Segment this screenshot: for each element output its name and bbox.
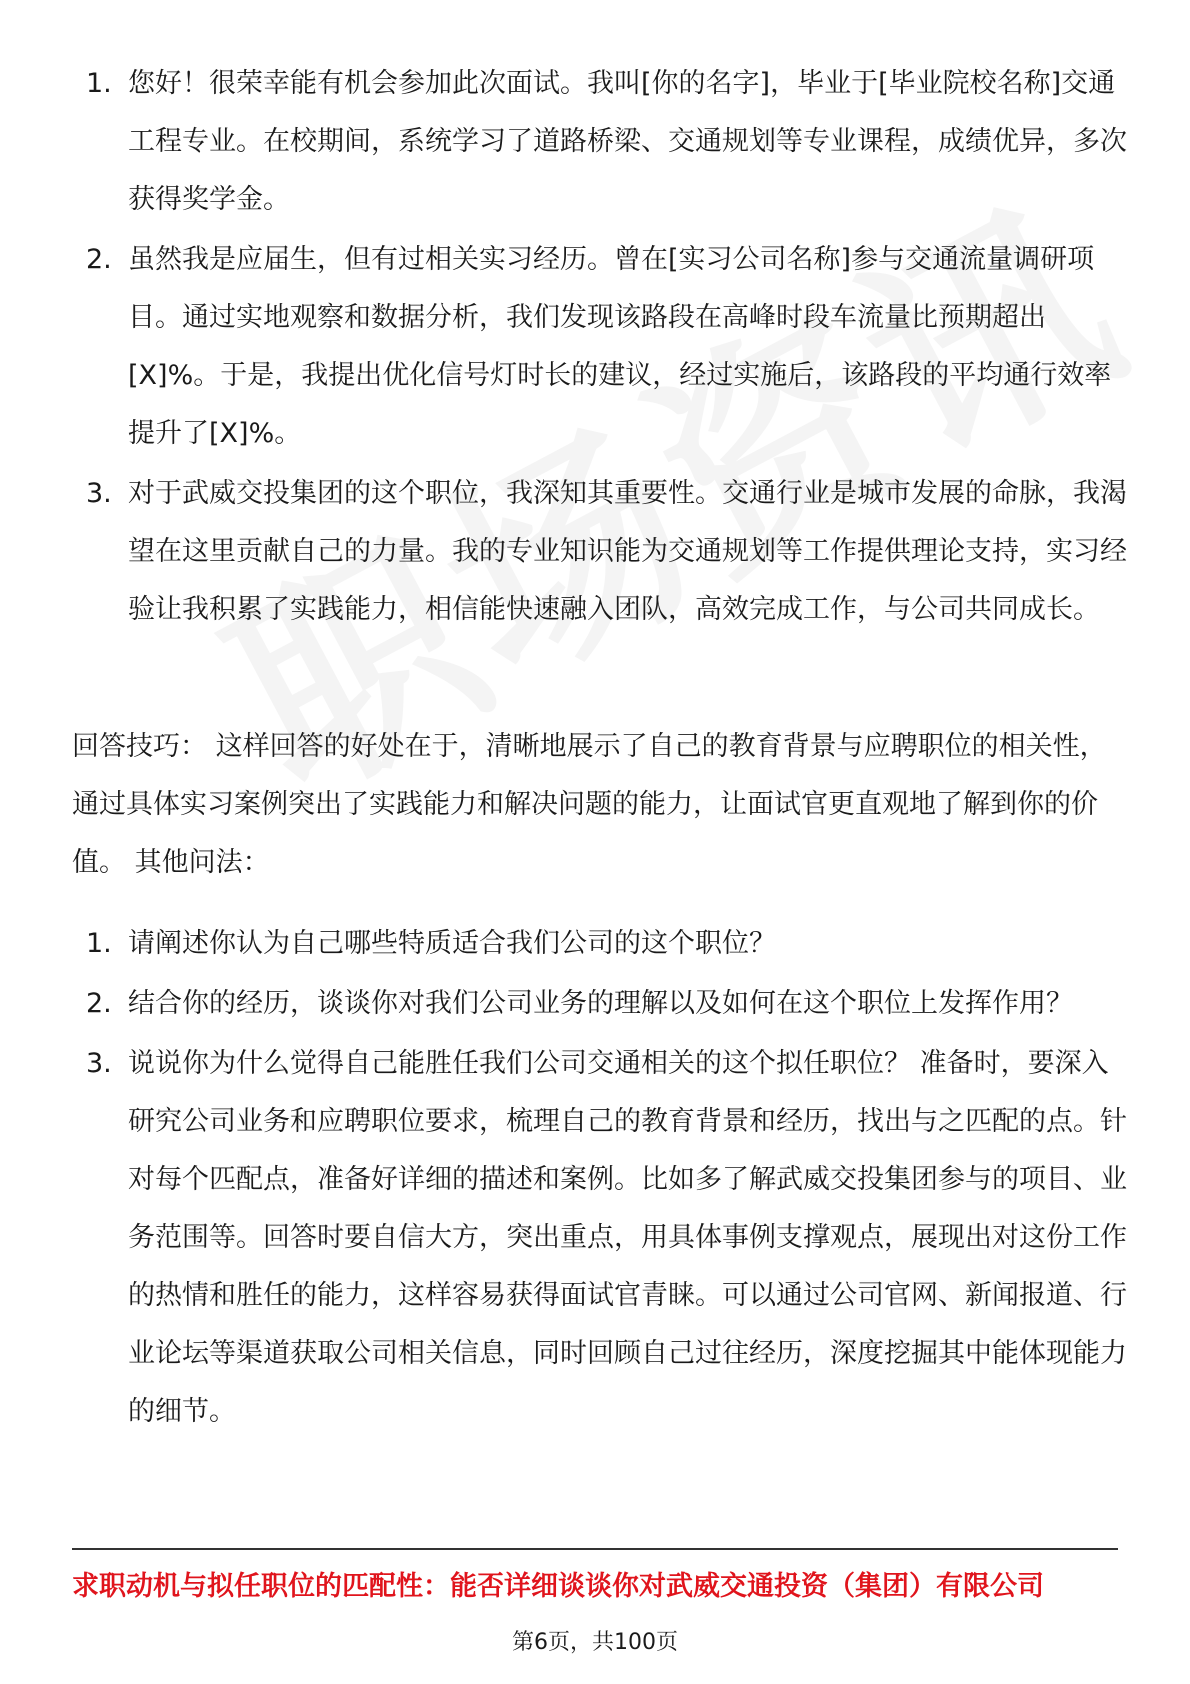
list-item xyxy=(0,1035,1190,1441)
answer-list xyxy=(0,55,1190,641)
footer-title: 求职动机与拟任职位的匹配性：能否详细谈谈你对武威交通投资（集团）有限公司 xyxy=(72,1571,1044,1602)
list-item xyxy=(0,231,1190,463)
page-number: 第6页，共100页 xyxy=(512,1630,678,1655)
list-item-text: 请阐述你认为自己哪些特质适合我们公司的这个职位？ xyxy=(128,928,776,959)
list-item-number: 2. xyxy=(86,988,112,1019)
list-item-number: 3. xyxy=(86,1048,112,1079)
answer-tips-paragraph: 回答技巧： 这样回答的好处在于，清晰地展示了自己的教育背景与应聘职位的相关性，通过具体实习案例突出了实践能力和解决问题的能力，让面试官更直观地了解到你的价值。 其他问法： xyxy=(72,731,1107,878)
list-item-number: 1. xyxy=(86,928,112,959)
alternative-questions-list xyxy=(0,915,1190,1443)
list-item xyxy=(0,975,1190,1033)
list-item-number: 1. xyxy=(86,68,112,99)
list-item-text: 说说你为什么觉得自己能胜任我们公司交通相关的这个拟任职位？ 准备时，要深入研究公司业务和应聘职位要求，梳理自己的教育背景和经历，找出与之匹配的点。针对每个匹配点，准备好详细的描述和案例。比如多了解武威交投集团参与的项目、业务范围等。回答时要自信大方，突出重点，用具体事例支撑观点，展现出对这份工作的热情和胜任的能力，这样容易获得面试官青睐。可以通过公司官网、新闻报道、行业论坛等渠道获取公司相关信息，同时回顾自己过往经历，深度挖掘其中能体现能力的细节。 xyxy=(128,1048,1127,1427)
list-item xyxy=(0,55,1190,229)
list-item-text: 结合你的经历，谈谈你对我们公司业务的理解以及如何在这个职位上发挥作用？ xyxy=(128,988,1073,1019)
list-item-text: 您好！很荣幸能有机会参加此次面试。我叫[你的名字]，毕业于[毕业院校名称]交通工程专业。在校期间，系统学习了道路桥梁、交通规划等专业课程，成绩优异，多次获得奖学金。 xyxy=(128,68,1127,215)
list-item-number: 3. xyxy=(86,478,112,509)
list-item-text: 虽然我是应届生，但有过相关实习经历。曾在[实习公司名称]参与交通流量调研项目。通过实地观察和数据分析，我们发现该路段在高峰时段车流量比预期超出[X]%。于是，我提出优化信号灯时长的建议，经过实施后，该路段的平均通行效率提升了[X]%。 xyxy=(128,244,1112,449)
list-item-number: 2. xyxy=(86,244,112,275)
list-item-text: 对于武威交投集团的这个职位，我深知其重要性。交通行业是城市发展的命脉，我渴望在这里贡献自己的力量。我的专业知识能为交通规划等工作提供理论支持，实习经验让我积累了实践能力，相信能快速融入团队，高效完成工作，与公司共同成长。 xyxy=(128,478,1127,625)
footer-divider xyxy=(72,1548,1118,1550)
list-item xyxy=(0,915,1190,973)
list-item xyxy=(0,465,1190,639)
